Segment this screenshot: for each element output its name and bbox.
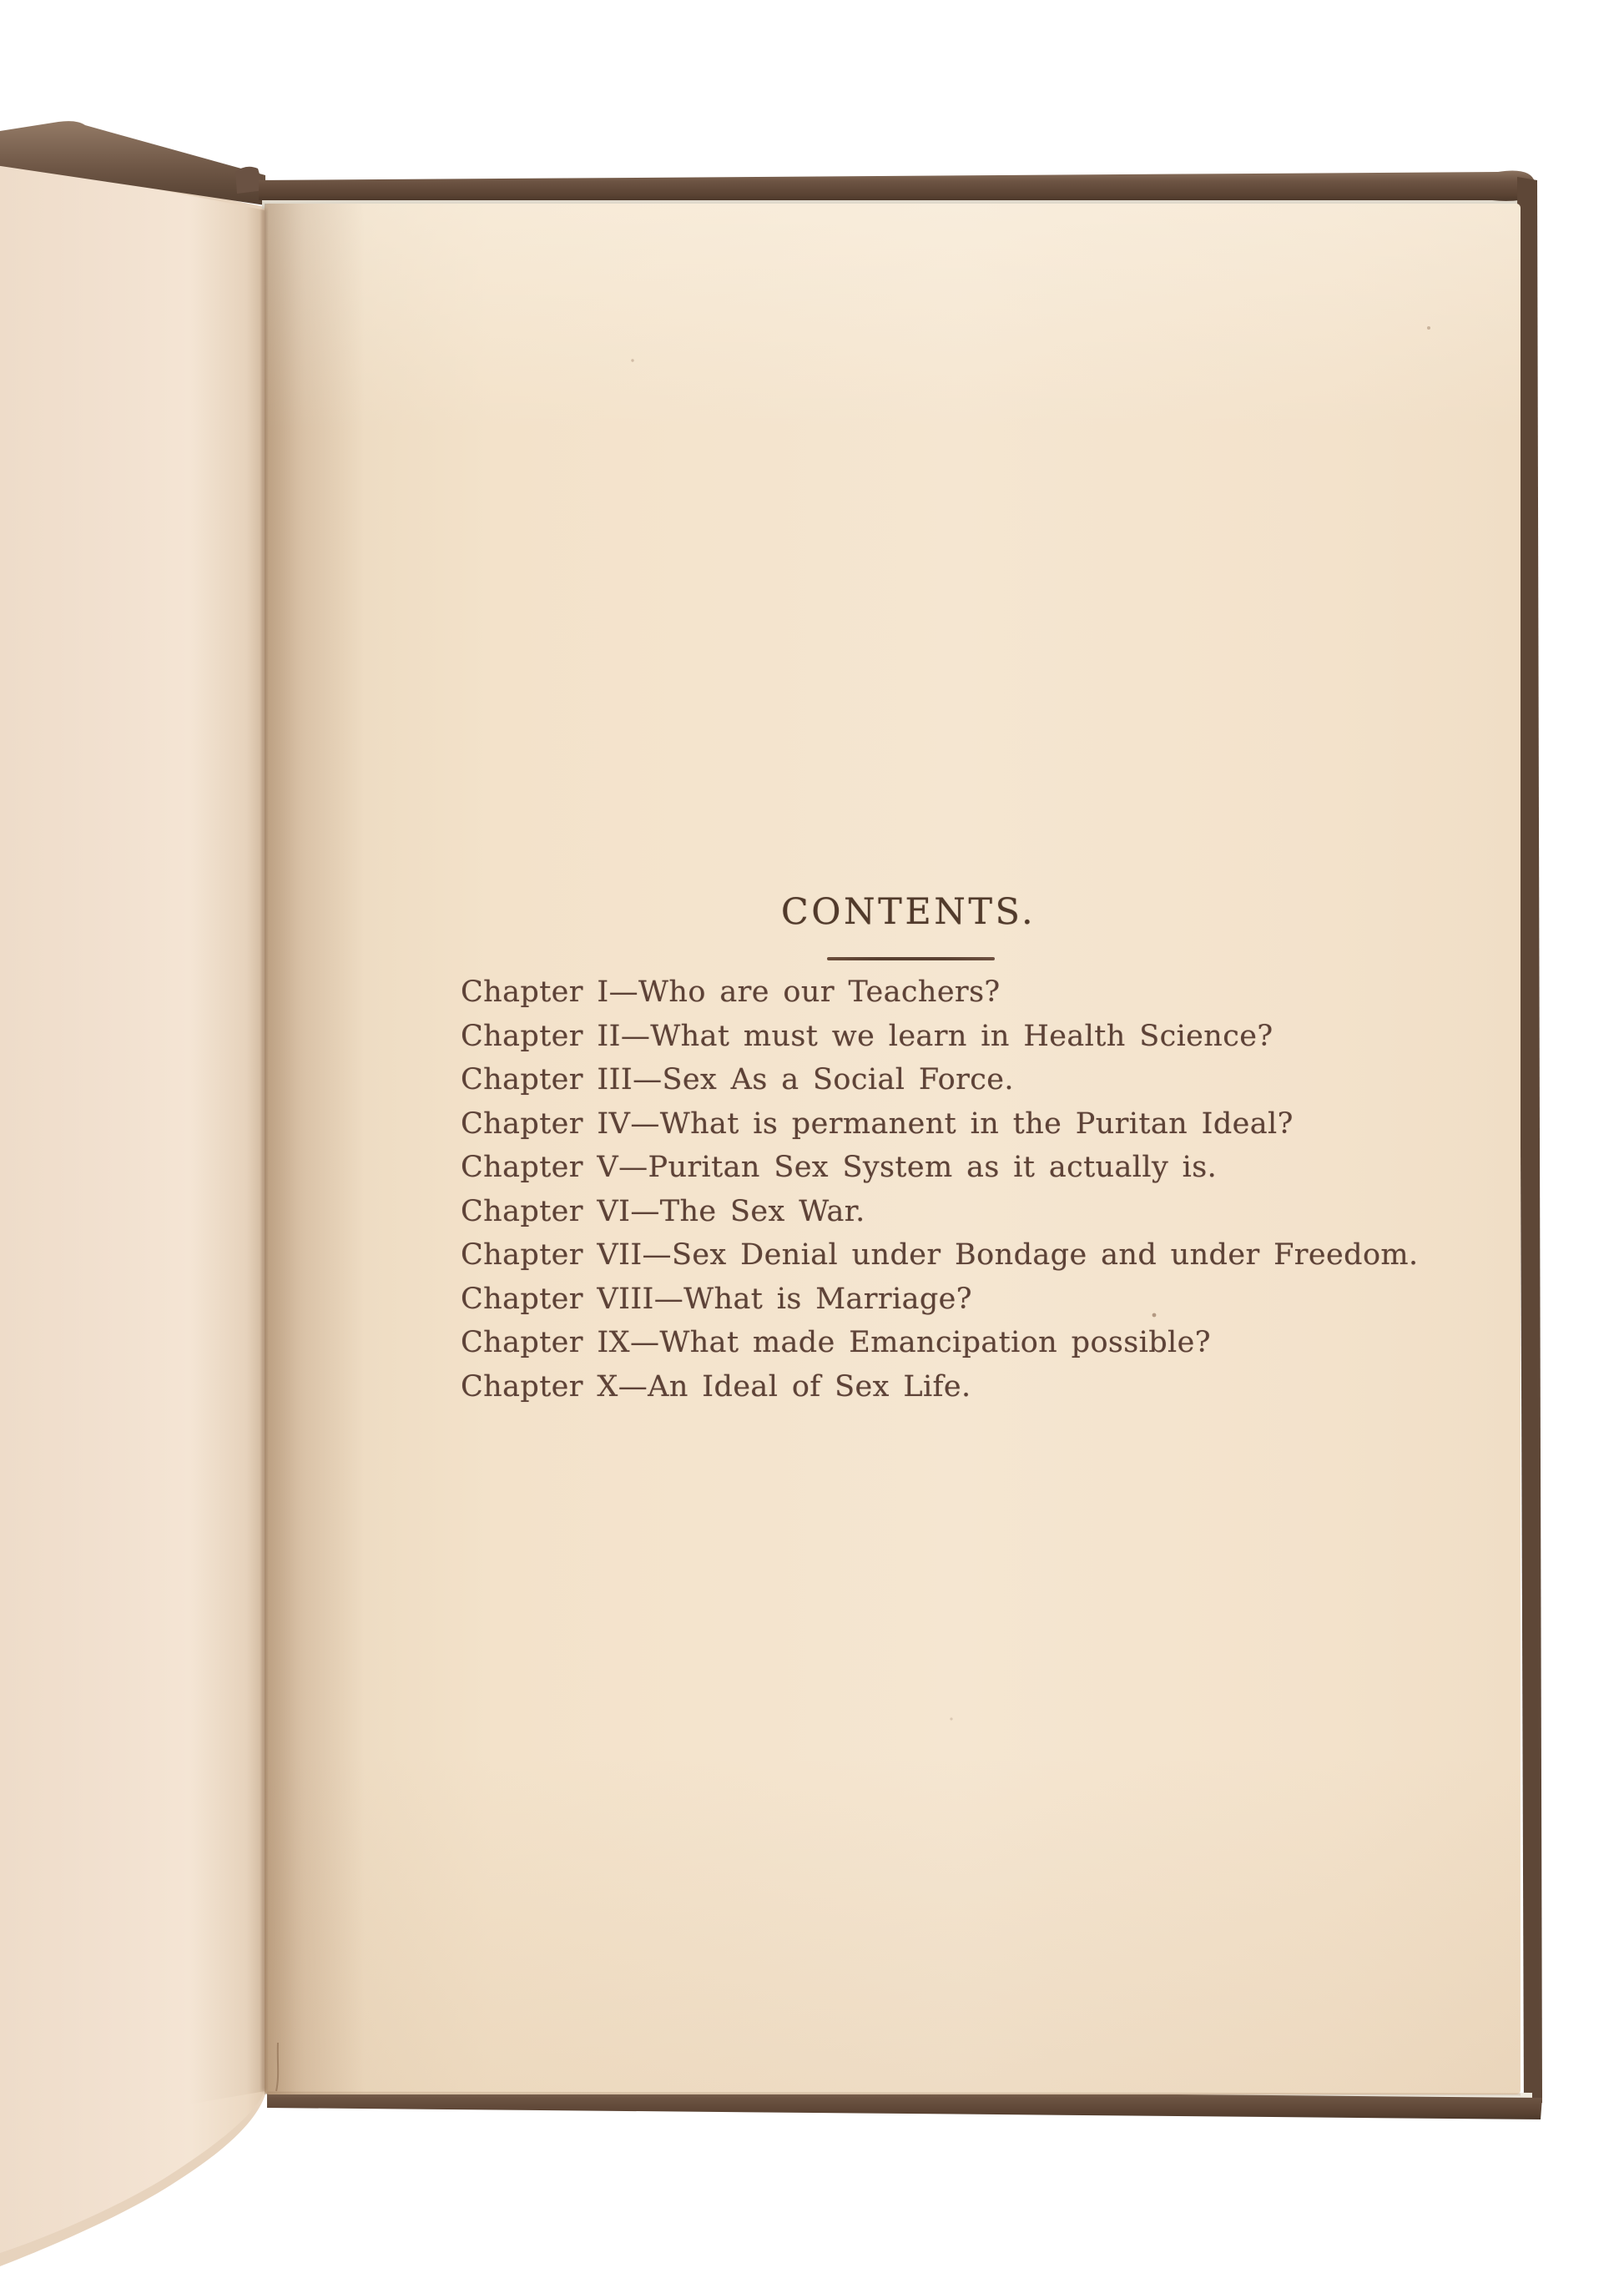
paper-speck [950,1717,952,1720]
toc-entry: Chapter VII—Sex Denial under Bondage and under Freedom. [461,1238,1419,1272]
toc-entry: Chapter I—Who are our Teachers? [461,975,1001,1009]
gutter-fold-line [262,209,266,2091]
paper-speck [1427,326,1430,330]
left-page-gutter-shading [188,195,265,2104]
cover-right-edge [1517,177,1542,2113]
paper-speck [631,359,633,361]
gutter-shadow [265,204,365,2094]
page-title: CONTENTS. [780,891,1036,933]
page-bottom-shadow-line [267,2093,1521,2094]
toc-entry: Chapter VI—The Sex War. [461,1194,865,1228]
toc-entry: Chapter IX—What made Emancipation possible? [461,1326,1211,1359]
contents-page-lighting [265,204,1521,2094]
toc-entry: Chapter X—An Ideal of Sex Life. [461,1369,971,1404]
paper-speck [1152,1313,1157,1318]
cover-top-edge [259,171,1536,201]
toc-entry: Chapter VIII—What is Marriage? [461,1282,972,1316]
toc-entry: Chapter II—What must we learn in Health Science? [461,1019,1273,1053]
toc-entry: Chapter IV—What is permanent in the Puritan Ideal? [461,1106,1294,1141]
toc-entry: Chapter III—Sex As a Social Force. [461,1063,1014,1096]
toc-entry: Chapter V—Puritan Sex System as it actually is. [461,1151,1218,1184]
